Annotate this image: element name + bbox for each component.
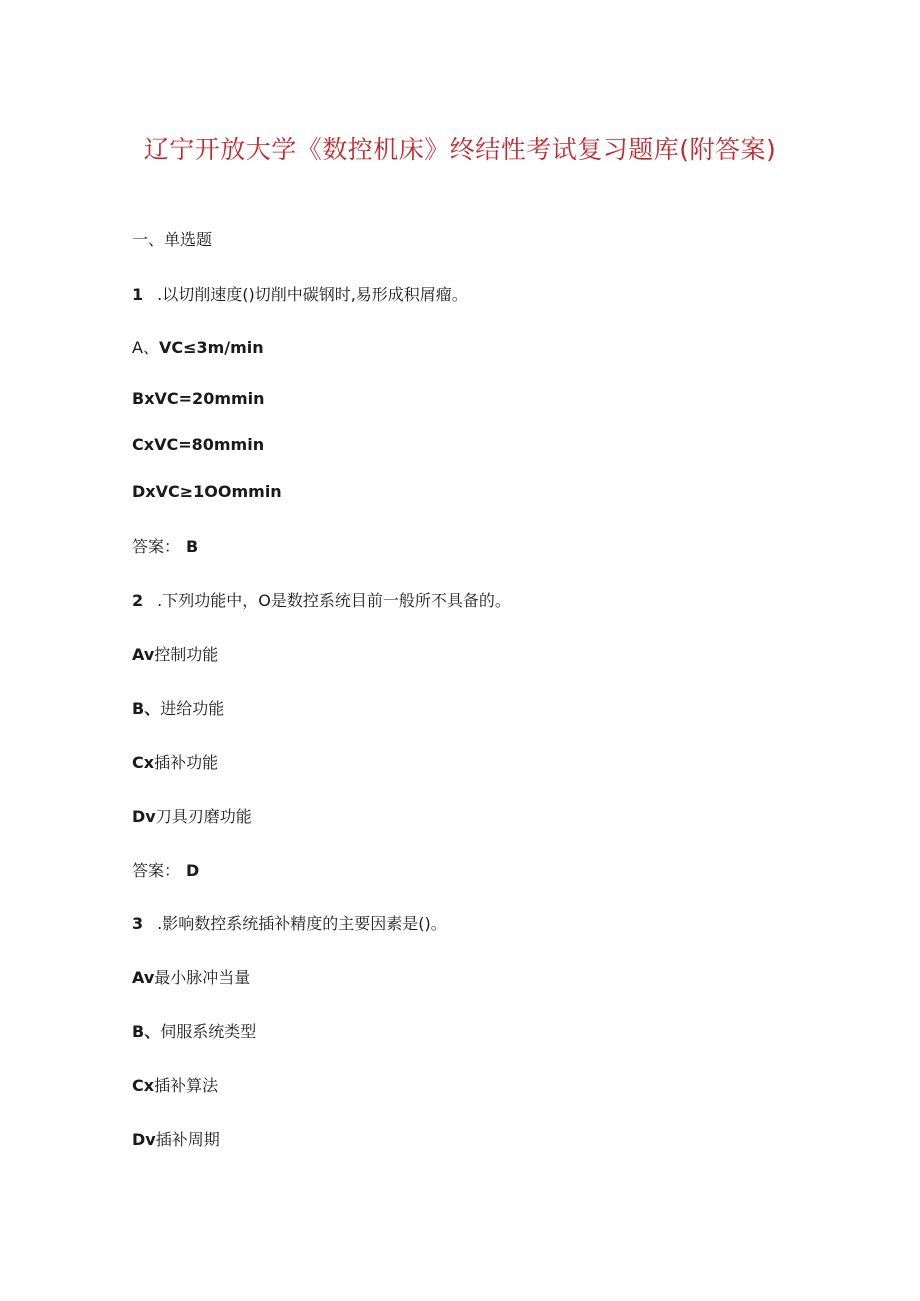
option-text: 伺服系统类型 (160, 1022, 257, 1041)
option-label: Cx (132, 753, 155, 772)
option-c (132, 752, 218, 774)
option-label: B、 (132, 699, 161, 718)
option-text: 插补算法 (154, 1076, 219, 1095)
option-label: A、 (132, 338, 159, 357)
answer-label: 答案： (132, 537, 181, 556)
option-text: 插补周期 (155, 1130, 220, 1149)
option-label: Dv (132, 807, 156, 826)
option-b (132, 1021, 256, 1043)
option-label: D (132, 482, 146, 501)
option-a (132, 644, 218, 666)
option-text: 最小脉冲当量 (154, 968, 251, 987)
answer-label: 答案： (132, 861, 181, 880)
question-number: 3 (132, 914, 144, 933)
option-text: 控制功能 (154, 645, 219, 664)
question-text: .下列功能中，O是数控系统目前一般所不具备的。 (157, 591, 511, 610)
option-text: 刀具刃磨功能 (155, 807, 252, 826)
answer-value: B (186, 537, 199, 556)
option-label: Av (132, 645, 155, 664)
question-number: 1 (132, 285, 144, 304)
option-text: VC≤3m/min (158, 338, 264, 357)
question-2 (132, 590, 511, 612)
option-label: Dv (132, 1130, 156, 1149)
option-c (132, 1075, 218, 1097)
page-title: 辽宁开放大学《数控机床》终结性考试复习题库(附答案) (143, 135, 777, 164)
option-d (132, 1129, 220, 1151)
option-label: C (132, 435, 144, 454)
option-label: B、 (132, 1022, 161, 1041)
answer-1 (132, 536, 198, 558)
option-label: Cx (132, 1076, 155, 1095)
question-text: .以切削速度()切削中碳钢时,易形成积屑瘤。 (157, 285, 468, 304)
option-d (132, 481, 282, 503)
question-3 (132, 913, 447, 935)
option-text: xVC=80mmin (143, 435, 265, 454)
question-1 (132, 284, 468, 306)
answer-value: D (186, 861, 200, 880)
option-b (132, 388, 265, 410)
section-heading: 一、单选题 (132, 230, 213, 249)
option-label: B (132, 389, 145, 408)
option-b (132, 698, 224, 720)
option-text: xVC=20mmin (144, 389, 265, 408)
option-c (132, 434, 264, 456)
option-a (132, 337, 264, 359)
option-text: 插补功能 (154, 753, 219, 772)
option-text: 进给功能 (160, 699, 225, 718)
question-number: 2 (132, 591, 144, 610)
option-a (132, 967, 250, 989)
option-d (132, 806, 252, 828)
option-text: xVC≥1OOmmin (145, 482, 282, 501)
option-label: Av (132, 968, 155, 987)
answer-2 (132, 860, 199, 882)
question-text: .影响数控系统插补精度的主要因素是()。 (157, 914, 447, 933)
